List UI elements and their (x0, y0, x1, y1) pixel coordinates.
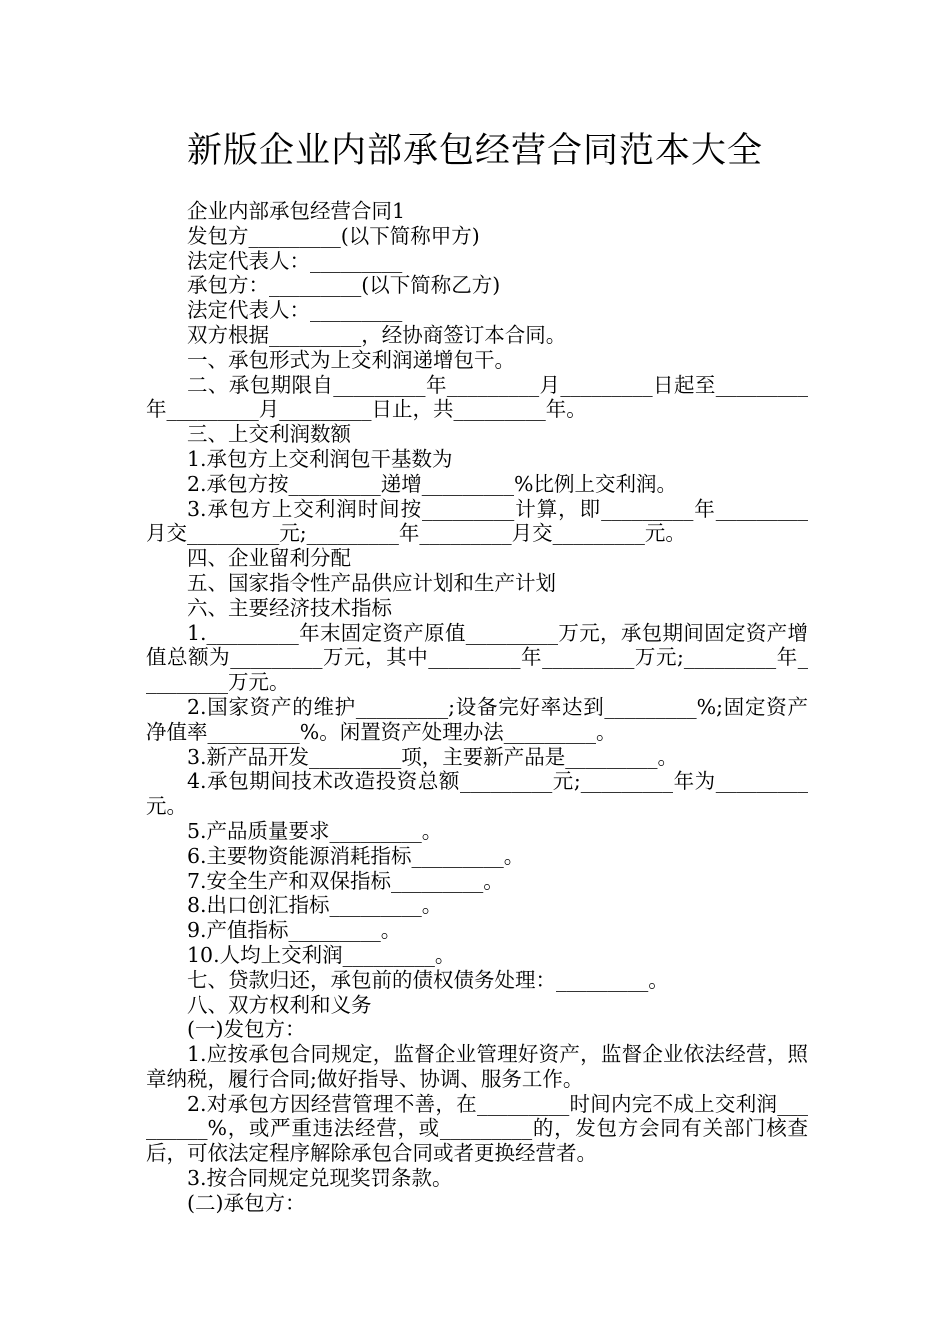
paragraph: (二)承包方： (187, 1190, 306, 1215)
paragraph: 8.出口创汇指标_________。 (187, 893, 443, 918)
paragraph: 承包方：_________(以下简称乙方) (187, 273, 501, 298)
paragraph: 5.产品质量要求_________。 (187, 818, 443, 843)
paragraph: 3.承包方上交利润时间按_________计算，即_________年_________月交_________元;_________年_________月交_________元。 (146, 496, 808, 546)
paragraph: 3.按合同规定兑现奖罚条款。 (187, 1166, 453, 1191)
paragraph: 六、主要经济技术指标 (187, 595, 392, 620)
paragraph: 法定代表人：_________ (187, 248, 403, 273)
paragraph: 二、承包期限自_________年_________月_________日起至_________年_________月_________日止，共_________年。 (146, 372, 808, 422)
paragraph: 七、贷款归还，承包前的债权债务处理：_________。 (187, 967, 669, 992)
paragraph: 1._________年末固定资产原值_________万元，承包期间固定资产增值总额为_________万元，其中_________年_________万元;_________年_________万元。 (146, 620, 808, 695)
paragraph: 10.人均上交利润_________。 (187, 942, 456, 967)
paragraph: 五、国家指令性产品供应计划和生产计划 (187, 570, 556, 595)
paragraph: 9.产值指标_________。 (187, 918, 402, 943)
document-body (146, 199, 808, 1216)
paragraph: 4.承包期间技术改造投资总额_________元;_________年为_________元。 (146, 769, 808, 819)
paragraph: 3.新产品开发_________项，主要新产品是_________。 (187, 744, 679, 769)
document-title: 新版企业内部承包经营合同范本大全 (186, 131, 763, 171)
paragraph: 1.承包方上交利润包干基数为 (187, 446, 453, 471)
paragraph: 企业内部承包经营合同1 (187, 199, 406, 223)
paragraph: 1.应按承包合同规定，监督企业管理好资产，监督企业依法经营，照章纳税，履行合同;做好指导、协调、服务工作。 (146, 1042, 808, 1091)
paragraph: 发包方_________(以下简称甲方) (187, 223, 480, 248)
paragraph: 2.对承包方因经营管理不善，在_________时间内完不成上交利润_________%，或严重违法经营，或_________的，发包方会同有关部门核查后，可依法定程序解除承包合同或者更换经营者。 (146, 1091, 808, 1166)
paragraph: 双方根据_________，经协商签订本合同。 (187, 322, 567, 347)
paragraph: 四、企业留利分配 (187, 546, 351, 571)
paragraph: 2.国家资产的维护_________;设备完好率达到_________%;固定资产净值率_________%。闲置资产处理办法_________。 (146, 694, 808, 744)
paragraph: 2.承包方按_________递增_________%比例上交利润。 (187, 471, 678, 496)
paragraph: (一)发包方： (187, 1017, 306, 1042)
paragraph: 三、上交利润数额 (187, 422, 351, 447)
paragraph: 八、双方权利和义务 (187, 992, 372, 1017)
paragraph: 7.安全生产和双保指标_________。 (187, 868, 504, 893)
paragraph: 法定代表人：_________ (187, 298, 403, 323)
paragraph: 一、承包形式为上交利润递增包干。 (187, 347, 515, 372)
paragraph: 6.主要物资能源消耗指标_________。 (187, 843, 525, 868)
